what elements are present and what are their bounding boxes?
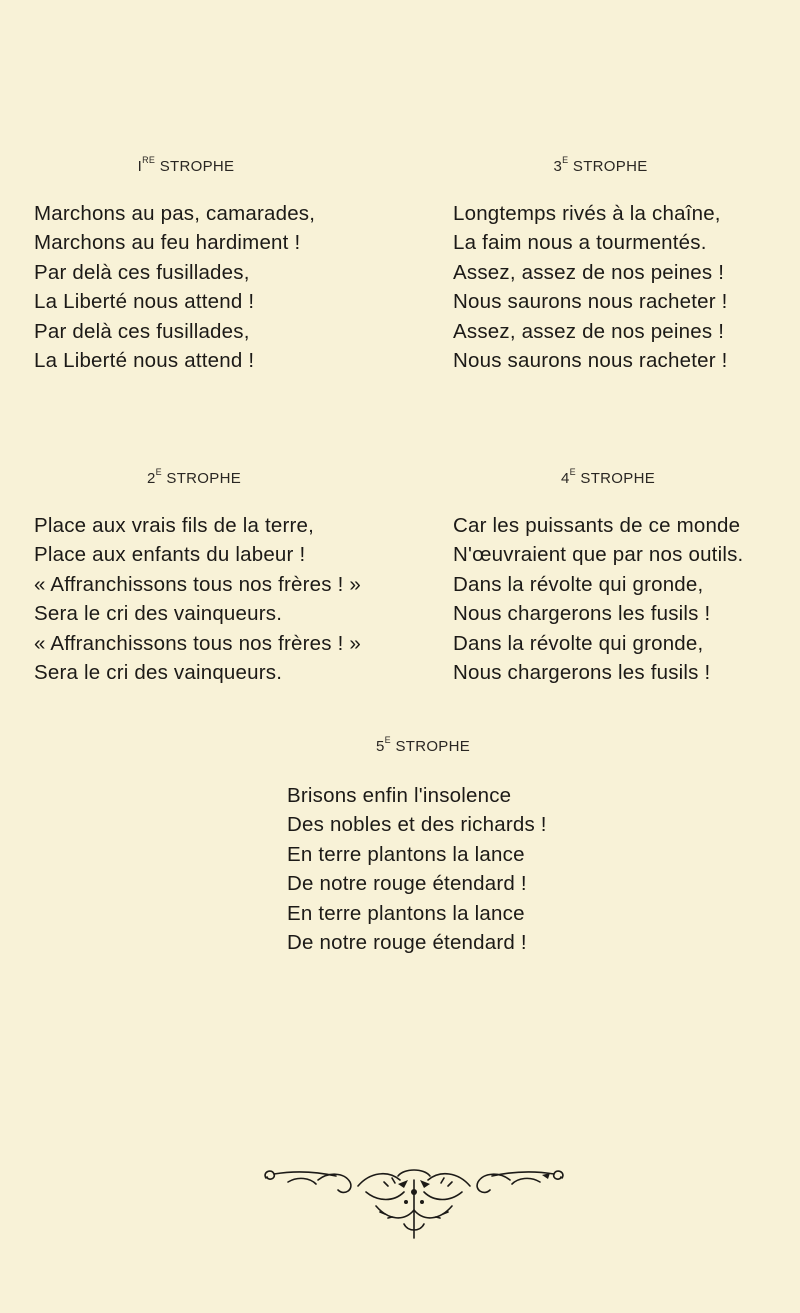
stanza-ordinal-suffix: E <box>562 155 569 165</box>
stanza-label: STROPHE <box>395 738 471 755</box>
verse-line: En terre plantons la lance <box>287 901 525 925</box>
verse-line: Brisons enfin l'insolence <box>287 784 512 807</box>
verse-line: La Liberté nous attend ! <box>34 349 255 373</box>
verse-line: Nous saurons nous racheter ! <box>453 290 728 314</box>
verse-line: « Affranchissons tous nos frères ! » <box>34 631 362 655</box>
stanza-label: STROPHE <box>166 470 242 487</box>
verse-line: « Affranchissons tous nos frères ! » <box>34 572 362 596</box>
verse-line: Place aux vrais fils de la terre, <box>34 514 315 537</box>
verse-line: Assez, assez de nos peines ! <box>453 319 725 343</box>
verse-line: Sera le cri des vainqueurs. <box>34 661 283 685</box>
stanza-2 <box>34 469 394 687</box>
stanza-number: I <box>137 158 143 175</box>
stanza-heading <box>0 469 394 487</box>
verse-line: Nous saurons nous racheter ! <box>453 349 728 373</box>
verse-line: Sera le cri des vainqueurs. <box>34 602 283 626</box>
stanza-5 <box>287 737 587 957</box>
stanza-number: 5 <box>376 738 385 755</box>
stanza-heading <box>376 737 587 755</box>
stanza-number: 4 <box>560 470 570 487</box>
verse-line: De notre rouge étendard ! <box>287 872 527 896</box>
stanza-1 <box>34 157 374 375</box>
stanza-heading <box>0 157 374 175</box>
verse-line: La Liberté nous attend ! <box>34 290 255 314</box>
stanza-ordinal-suffix: E <box>155 467 162 477</box>
verse-line: Dans la révolte qui gronde, <box>453 572 704 596</box>
verse-lines <box>34 511 394 687</box>
stanza-number: 3 <box>553 158 563 175</box>
verse-line: Dans la révolte qui gronde, <box>453 631 704 655</box>
stanza-label: STROPHE <box>572 158 648 175</box>
floral-vignette-icon <box>258 1162 570 1242</box>
verse-line: La faim nous a tourmentés. <box>453 231 707 255</box>
stanza-heading <box>418 469 798 487</box>
verse-line: Des nobles et des richards ! <box>287 813 547 837</box>
verse-lines <box>34 199 374 375</box>
verse-line: Car les puissants de ce monde <box>453 514 741 537</box>
verse-line: Marchons au pas, camarades, <box>34 202 316 225</box>
stanza-heading <box>408 157 793 175</box>
stanza-number: 2 <box>146 470 156 487</box>
verse-lines <box>287 781 587 957</box>
verse-line: En terre plantons la lance <box>287 842 525 866</box>
stanza-ordinal-suffix: RE <box>142 155 156 165</box>
verse-line: De notre rouge étendard ! <box>287 931 527 955</box>
verse-line: Par delà ces fusillades, <box>34 319 250 343</box>
stanza-ordinal-suffix: E <box>384 735 391 745</box>
stanza-ordinal-suffix: E <box>569 467 576 477</box>
verse-line: Place aux enfants du labeur ! <box>34 543 306 567</box>
stanza-label: STROPHE <box>159 158 235 175</box>
verse-lines <box>453 199 793 375</box>
stanza-3 <box>453 157 793 375</box>
verse-line: Nous chargerons les fusils ! <box>453 602 711 626</box>
verse-line: Marchons au feu hardiment ! <box>34 231 301 255</box>
stanza-label: STROPHE <box>580 470 656 487</box>
verse-line: Assez, assez de nos peines ! <box>453 260 725 284</box>
verse-line: Nous chargerons les fusils ! <box>453 661 711 685</box>
stanza-4 <box>453 469 798 687</box>
verse-line: Longtemps rivés à la chaîne, <box>453 202 721 225</box>
verse-line: Par delà ces fusillades, <box>34 260 250 284</box>
verse-line: N'œuvraient que par nos outils. <box>453 543 744 567</box>
verse-lines <box>453 511 798 687</box>
